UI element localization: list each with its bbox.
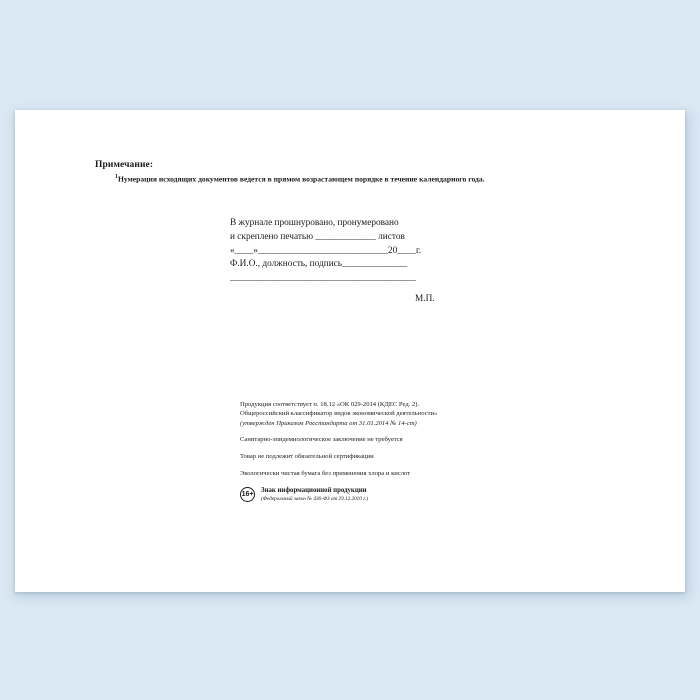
seal-line-4: Ф.И.О., должность, подпись______________	[230, 259, 408, 270]
age-rating-title: Знак информационной продукции	[261, 487, 367, 495]
legal-paragraph-1-line-2: Общероссийский классификатор видов экономической деятельности»	[240, 410, 438, 418]
age-rating-badge-icon: 16+	[240, 487, 255, 502]
age-rating-row	[240, 487, 530, 507]
seal-certification-block	[230, 217, 530, 286]
note-body-text: Нумерация исходящих документов ведется в прямом возрастающем порядке в течение календарного года.	[118, 174, 485, 184]
legal-paragraph-1-line-1: Продукция соответствует п. 18.12 «ОК 029-2014 (КДЕС Ред. 2).	[240, 401, 420, 408]
note-block	[95, 160, 615, 184]
legal-paragraph-1	[240, 400, 530, 428]
seal-line-5: ________________________________________	[230, 273, 416, 283]
document-page	[15, 110, 685, 592]
legal-block	[240, 400, 530, 507]
legal-paragraph-1-line-3: (утвержден Приказом Росстандарта от 31.01.2014 № 14-ст)	[240, 419, 417, 427]
note-title: Примечание:	[95, 160, 154, 170]
seal-line-2: и скреплено печатью _____________ листов	[230, 231, 405, 242]
note-body	[115, 174, 615, 184]
seal-line-3: «____»____________________________20____г.	[230, 245, 422, 256]
seal-line-1: В журнале прошнуровано, пронумеровано	[230, 218, 399, 228]
legal-paragraph-4: Экологически чистая бумага без применения хлора и кислот	[240, 470, 411, 478]
stamp-place-label: М.П.	[415, 294, 435, 304]
legal-paragraph-2: Санитарно-эпидемиологическое заключение не требуется	[240, 436, 403, 444]
legal-paragraph-3: Товар не подлежит обязательной сертификации	[240, 453, 374, 461]
note-marker: 1	[115, 174, 118, 180]
age-rating-subtitle: (Федеральный закон № 436-ФЗ от 29.12.2010 г.)	[261, 496, 369, 503]
